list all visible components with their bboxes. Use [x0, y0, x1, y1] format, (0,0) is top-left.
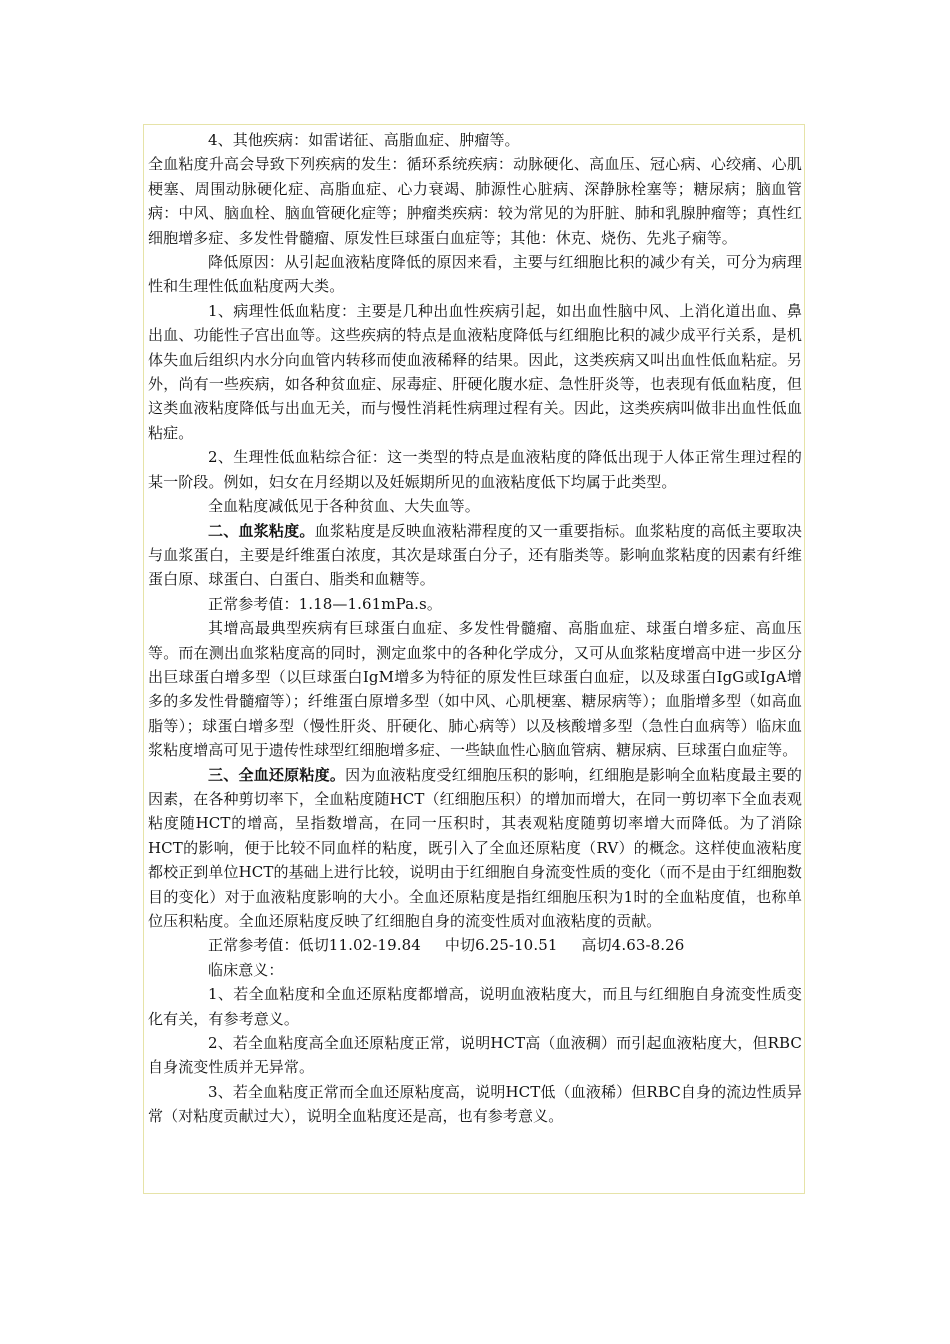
reference-low-shear: 低切11.02-19.84 — [298, 936, 421, 955]
paragraph-clinical-3: 3、若全血粘度正常而全血还原粘度高，说明HCT低（血液稀）但RBC自身的流边性质异常（对粘度贡献过大），说明全血粘度还是高，也有参考意义。 — [148, 1082, 802, 1126]
paragraph-plasma-viscosity-text: 血浆粘度是反映血液粘滞程度的又一重要指标。血浆粘度的高低主要取决与血浆蛋白，主要是纤维蛋白浓度，其次是球蛋白分子，还有脂类等。影响血浆粘度的因素有纤维蛋白原、球蛋白、白蛋白、脂类和血糖等。 — [148, 521, 802, 589]
paragraph-decrease-summary: 全血粘度减低见于各种贫血、大失血等。 — [208, 497, 480, 516]
paragraph-physiological-low: 2、生理性低血粘综合征：这一类型的特点是血液粘度的降低出现于人体正常生理过程的某一阶段。例如，妇女在月经期以及妊娠期所见的血液粘度低下均属于此类型。 — [148, 448, 802, 491]
document-body — [143, 124, 805, 1194]
paragraph-pathological-low: 1、病理性低血粘度：主要是几种出血性疾病引起，如出血性脑中风、上消化道出血、鼻出血、功能性子宫出血等。这些疾病的特点是血液粘度降低与红细胞比积的减少成平行关系，是机体失血后组织内水分向血管内转移而使血液稀释的结果。因此，这类疾病又叫出血性低血粘症。另外，尚有一些疾病，如各种贫血症、尿毒症、肝硬化腹水症、急性肝炎等，也表现有低血粘度，但这类血液粘度降低与出血无关，而与慢性消耗性病理过程有关。因此，这类疾病叫做非出血性低血粘症。 — [148, 301, 802, 442]
paragraph-clinical-2: 2、若全血粘度高全血还原粘度正常，说明HCT高（血液稠）而引起血液粘度大，但RBC自身流变性质并无异常。 — [148, 1034, 802, 1077]
paragraph-plasma-reference: 正常参考值：1.18—1.61mPa.s。 — [208, 594, 442, 613]
paragraph-reduced-viscosity-text: 因为血液粘度受红细胞压积的影响，红细胞是影响全血粘度最主要的因素，在各种剪切率下，全血粘度随HCT（红细胞压积）的增加而增大，在同一剪切率下全血表观粘度随HCT的增高，呈指数增高，在同一压积时，其表观粘度随剪切率增大而降低。为了消除HCT的影响，便于比较不同血样的粘度，既引入了全血还原粘度（RV）的概念。这样使血液粘度都校正到单位HCT的基础上进行比较，说明由于红细胞自身流变性质的变化（而不是由于红细胞数目的变化）对于血液粘度影响的大小。全血还原粘度是指红细胞压积为1时的全血粘度值，也称单位压积粘度。全血还原粘度反映了红细胞自身的流变性质对血液粘度的贡献。 — [148, 765, 802, 930]
paragraph-plasma-viscosity — [148, 519, 802, 592]
paragraph-plasma-increase: 其增高最典型疾病有巨球蛋白血症、多发性骨髓瘤、高脂血症、球蛋白增多症、高血压等。而在测出血浆粘度高的同时，测定血浆中的各种化学成分，又可从血浆粘度增高中进一步区分出巨球蛋白增多型（以巨球蛋白IgM增多为特征的原发性巨球蛋白血症，以及球蛋白IgG或IgA增多的多发性骨髓瘤等）；纤维蛋白原增多型（如中风、心肌梗塞、糖尿病等）；血脂增多型（如高血脂等）；球蛋白增多型（慢性肝炎、肝硬化、肺心病等）以及核酸增多型（急性白血病等）临床血浆粘度增高可见于遗传性球型红细胞增多症、一些缺血性心脑血管病、糖尿病、巨球蛋白血症等。 — [148, 619, 802, 760]
paragraph-high-viscosity-diseases: 全血粘度升高会导致下列疾病的发生：循环系统疾病：动脉硬化、高血压、冠心病、心绞痛、心肌梗塞、周围动脉硬化症、高脂血症、心力衰竭、肺源性心脏病、深静脉栓塞等；糖尿病；脑血管病：中风、脑血栓、脑血管硬化症等；肿瘤类疾病：较为常见的为肝脏、肺和乳腺肿瘤等；真性红细胞增多症、多发性骨髓瘤、原发性巨球蛋白血症等；其他：休克、烧伤、先兆子痫等。 — [148, 155, 802, 247]
section-heading-reduced-viscosity: 三、全血还原粘度。 — [208, 765, 346, 784]
reference-high-shear: 高切4.63-8.26 — [581, 936, 685, 955]
paragraph-reduced-viscosity — [148, 763, 802, 934]
reference-mid-shear: 中切6.25-10.51 — [444, 936, 558, 955]
reference-values-row — [148, 933, 802, 957]
paragraph-clinical-significance: 临床意义： — [208, 960, 284, 979]
paragraph-clinical-1: 1、若全血粘度和全血还原粘度都增高，说明血液粘度大，而且与红细胞自身流变性质变化有关，有参考意义。 — [148, 985, 802, 1028]
section-heading-plasma-viscosity: 二、血浆粘度。 — [208, 521, 315, 540]
paragraph-other-diseases: 4、其他疾病：如雷诺征、高脂血症、肿瘤等。 — [208, 131, 520, 149]
paragraph-decrease-causes: 降低原因：从引起血液粘度降低的原因来看，主要与红细胞比积的减少有关，可分为病理性和生理性低血粘度两大类。 — [148, 253, 802, 296]
reference-label: 正常参考值： — [208, 936, 299, 955]
